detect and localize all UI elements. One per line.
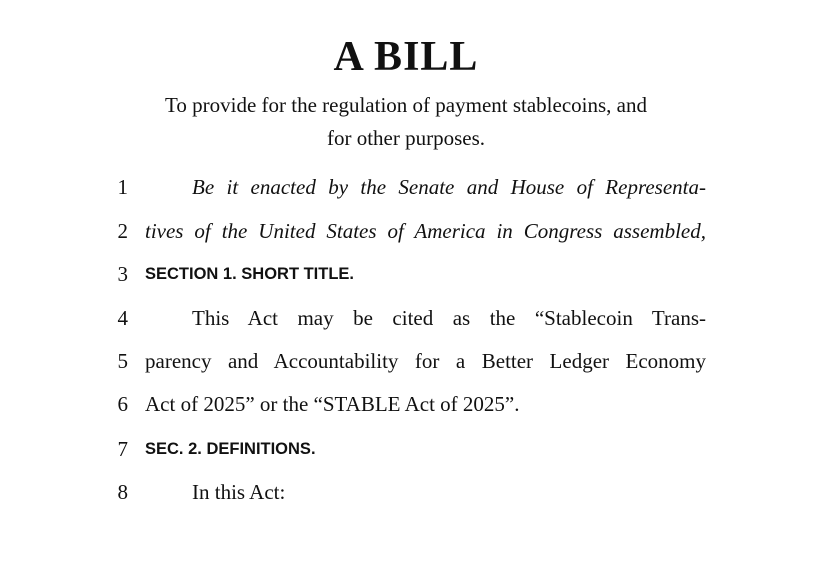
line-number: 1 xyxy=(117,175,128,199)
section-2-heading: SEC. 2. DEFINITIONS. xyxy=(145,440,316,458)
bill-line xyxy=(0,389,835,419)
line-number: 8 xyxy=(117,480,128,504)
bill-title: A BILL xyxy=(333,34,479,80)
bill-purpose-line-1: To provide for the regulation of payment stablecoins, and xyxy=(165,93,647,117)
line-number: 5 xyxy=(117,349,128,373)
line-number: 4 xyxy=(117,306,128,330)
bill-line xyxy=(0,477,835,507)
bill-line xyxy=(0,172,835,202)
line-number: 3 xyxy=(117,262,128,286)
line-number: 2 xyxy=(117,219,128,243)
line-number: 7 xyxy=(117,437,128,461)
enacting-clause-part-1: Be it enacted by the Senate and House of Representa- xyxy=(192,175,706,199)
enacting-clause-part-2: tives of the United States of America in Congress assembled, xyxy=(145,219,706,243)
bill-line xyxy=(0,434,835,464)
section-1-heading: SECTION 1. SHORT TITLE. xyxy=(145,265,355,283)
bill-line xyxy=(0,346,835,376)
short-title-text-part-2: parency and Accountability for a Better Ledger Economy xyxy=(145,349,706,373)
bill-line xyxy=(0,216,835,246)
short-title-text-part-3: Act of 2025” or the “STABLE Act of 2025”. xyxy=(145,392,520,416)
definitions-intro: In this Act: xyxy=(192,480,286,504)
bill-purpose-line-2: for other purposes. xyxy=(326,126,486,150)
short-title-text-part-1: This Act may be cited as the “Stablecoin Trans- xyxy=(192,306,706,330)
bill-line xyxy=(0,259,835,289)
line-number: 6 xyxy=(117,392,128,416)
bill-line xyxy=(0,303,835,333)
